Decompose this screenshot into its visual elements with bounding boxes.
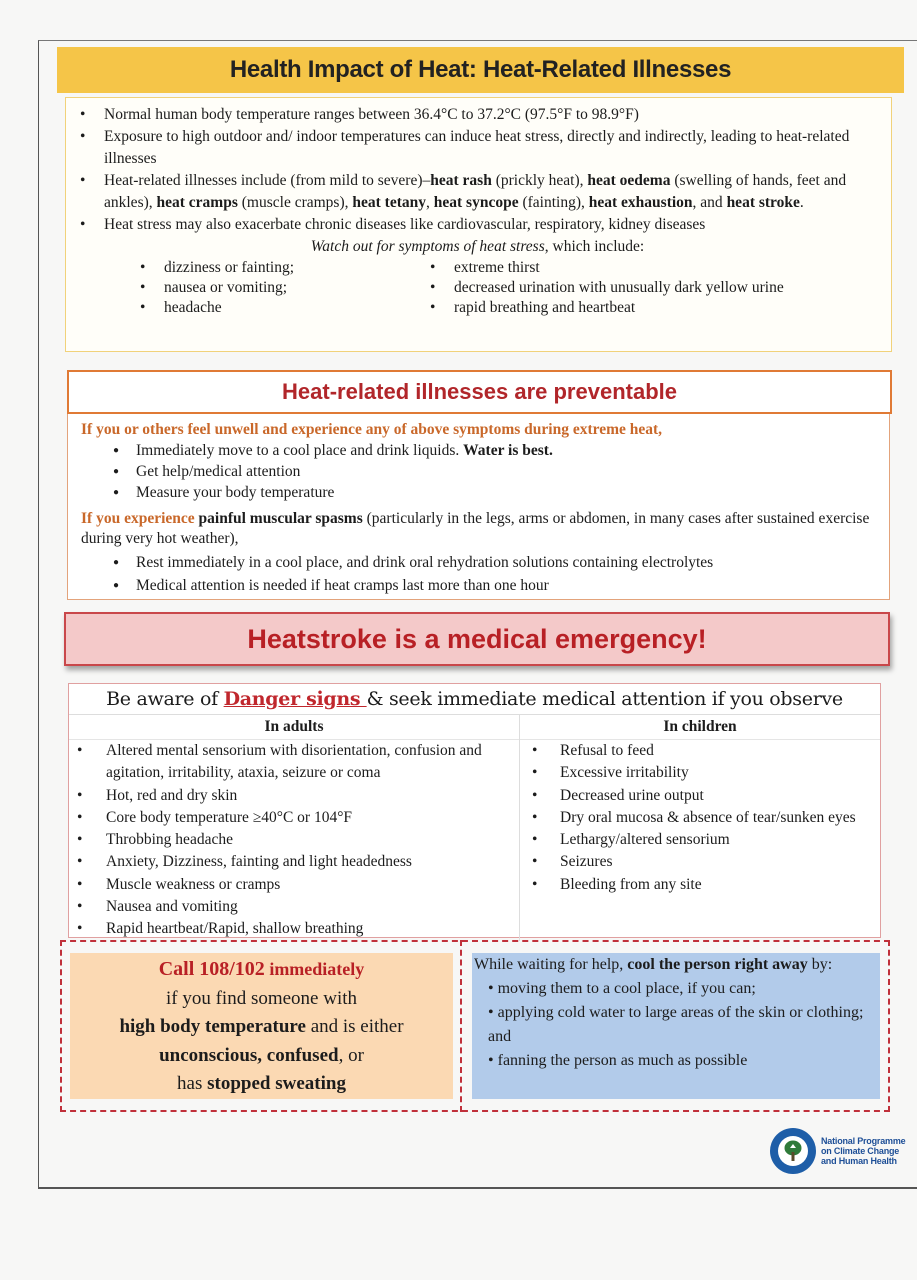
spasms-lead: If you experience painful muscular spasms (particularly in the legs, arms or abdomen, in many cases after sustained exercise during very hot weather), <box>81 510 870 547</box>
danger-title: Be aware of Danger signs & seek immediate medical attention if you observe <box>69 684 880 715</box>
adult-sign: • Throbbing headache <box>69 829 519 851</box>
intro-bullet-illnesses: • Heat-related illnesses include (from mild to severe)–heat rash (prickly heat), heat oedema (swelling of hands, feet and ankles), heat cramps (muscle cramps), heat tetany, heat syncope (fainting), heat exhaustion, and heat stroke. <box>74 170 881 214</box>
call-emergency-box: Call 108/102 immediately if you find someone with high body temperature and is either unconscious, confused, or has stopped sweating <box>70 953 453 1099</box>
title-banner <box>57 47 904 93</box>
adults-column <box>69 715 520 941</box>
symptom-item: • rapid breathing and heartbeat <box>424 298 881 318</box>
adults-header: In adults <box>69 715 519 740</box>
symptoms-right <box>424 258 881 318</box>
adult-sign: • Anxiety, Dizziness, fainting and light headedness <box>69 851 519 873</box>
cool-intro: While waiting for help, cool the person right away by: <box>474 956 833 973</box>
spasms-item: ● Medical attention is needed if heat cramps last more than one hour <box>111 574 879 597</box>
intro-bullet: • Normal human body temperature ranges between 36.4°C to 37.2°C (97.5°F to 98.9°F) <box>74 104 881 126</box>
cool-item: • applying cold water to large areas of the skin or clothing; and <box>488 1004 864 1045</box>
emergency-banner <box>64 612 890 666</box>
call-number: Call 108/102 <box>158 958 265 980</box>
symptom-item: • nausea or vomiting; <box>134 278 424 298</box>
spasms-item: ● Rest immediately in a cool place, and drink oral rehydration solutions containing electrolytes <box>111 551 879 574</box>
spasms-list <box>81 551 879 597</box>
child-sign: • Refusal to feed <box>520 740 880 762</box>
unwell-list <box>81 440 879 503</box>
cool-item: • moving them to a cool place, if you can; <box>488 980 756 997</box>
emergency-heading: Heatstroke is a medical emergency! <box>247 623 707 654</box>
children-list <box>520 740 880 896</box>
programme-logo <box>770 1128 905 1174</box>
adult-sign: • Nausea and vomiting <box>69 896 519 918</box>
logo-text: National Programme on Climate Change and Human Health <box>821 1136 906 1166</box>
adults-list <box>69 740 519 941</box>
intro-box <box>65 97 892 352</box>
symptoms-left <box>134 258 424 318</box>
child-sign: • Dry oral mucosa & absence of tear/sunken eyes <box>520 807 880 829</box>
children-header: In children <box>520 715 880 740</box>
cool-person-box <box>472 953 880 1099</box>
symptom-item: • decreased urination with unusually dark yellow urine <box>424 278 881 298</box>
tree-emblem-icon <box>770 1128 816 1174</box>
adult-sign: • Altered mental sensorium with disorientation, confusion and agitation, irritability, ataxia, seizure or coma <box>69 740 519 785</box>
child-sign: • Seizures <box>520 851 880 873</box>
symptoms-columns <box>74 258 881 318</box>
symptom-item: • dizziness or fainting; <box>134 258 424 278</box>
unwell-lead: If you or others feel unwell and experience any of above symptoms during extreme heat, <box>81 421 663 438</box>
unwell-item: ● Get help/medical attention <box>111 461 879 482</box>
adult-sign: • Hot, red and dry skin <box>69 785 519 807</box>
child-sign: • Excessive irritability <box>520 762 880 784</box>
preventable-banner <box>67 370 892 414</box>
unwell-item: ● Immediately move to a cool place and drink liquids. Water is best. <box>111 440 879 461</box>
preventable-heading: Heat-related illnesses are preventable <box>282 379 677 404</box>
page-title: Health Impact of Heat: Heat-Related Illnesses <box>229 56 732 83</box>
adult-sign: • Rapid heartbeat/Rapid, shallow breathing <box>69 918 519 940</box>
dashed-divider <box>460 940 462 1112</box>
preventable-box <box>67 414 890 600</box>
intro-list <box>74 104 881 236</box>
child-sign: • Lethargy/altered sensorium <box>520 829 880 851</box>
unwell-item: ● Measure your body temperature <box>111 482 879 503</box>
cool-item: • fanning the person as much as possible <box>488 1052 748 1069</box>
children-column <box>520 715 880 941</box>
child-sign: • Decreased urine output <box>520 785 880 807</box>
child-sign: • Bleeding from any site <box>520 874 880 896</box>
adult-sign: • Core body temperature ≥40°C or 104°F <box>69 807 519 829</box>
intro-bullet: • Exposure to high outdoor and/ indoor temperatures can induce heat stress, directly and indirectly, leading to heat-related illnesses <box>74 126 881 170</box>
watch-heading: Watch out for symptoms of heat stress, which include: <box>310 238 645 255</box>
symptom-item: • headache <box>134 298 424 318</box>
adult-sign: • Muscle weakness or cramps <box>69 874 519 896</box>
symptom-item: • extreme thirst <box>424 258 881 278</box>
intro-bullet: • Heat stress may also exacerbate chronic diseases like cardiovascular, respiratory, kidney diseases <box>74 214 881 236</box>
danger-signs-box <box>68 683 881 938</box>
